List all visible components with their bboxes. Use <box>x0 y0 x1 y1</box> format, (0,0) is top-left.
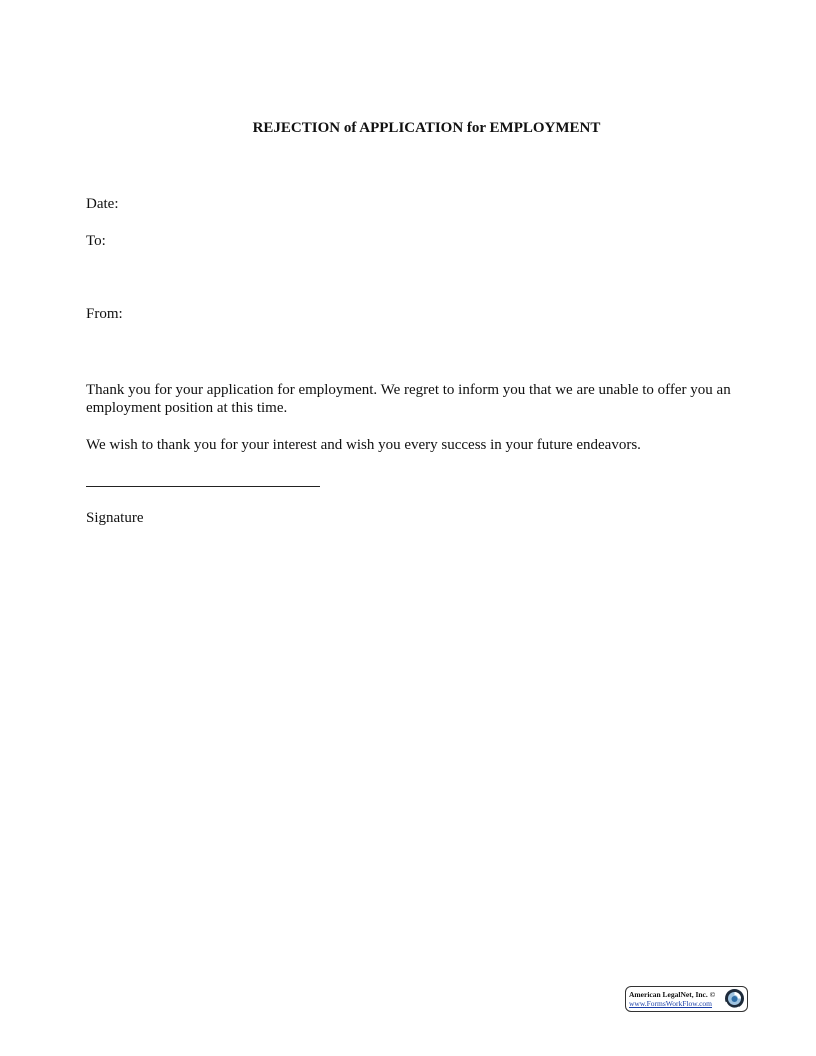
footer-website-link[interactable]: www.FormsWorkFlow.com <box>629 999 713 1008</box>
signature-line <box>86 486 320 487</box>
globe-swirl-icon <box>724 988 745 1009</box>
body-paragraph-1: Thank you for your application for employment. We regret to inform you that we are unable to offer you an employment position at this time. <box>86 382 731 416</box>
from-label: From: <box>86 306 123 322</box>
body-paragraph-2: We wish to thank you for your interest and wish you every success in your future endeavors. <box>86 437 641 453</box>
footer-badge[interactable] <box>625 986 748 1012</box>
footer-company: American LegalNet, Inc. © <box>629 990 716 999</box>
document-title: REJECTION of APPLICATION for EMPLOYMENT <box>252 120 601 136</box>
to-label: To: <box>86 233 106 249</box>
date-label: Date: <box>86 196 119 212</box>
signature-label: Signature <box>86 510 144 526</box>
